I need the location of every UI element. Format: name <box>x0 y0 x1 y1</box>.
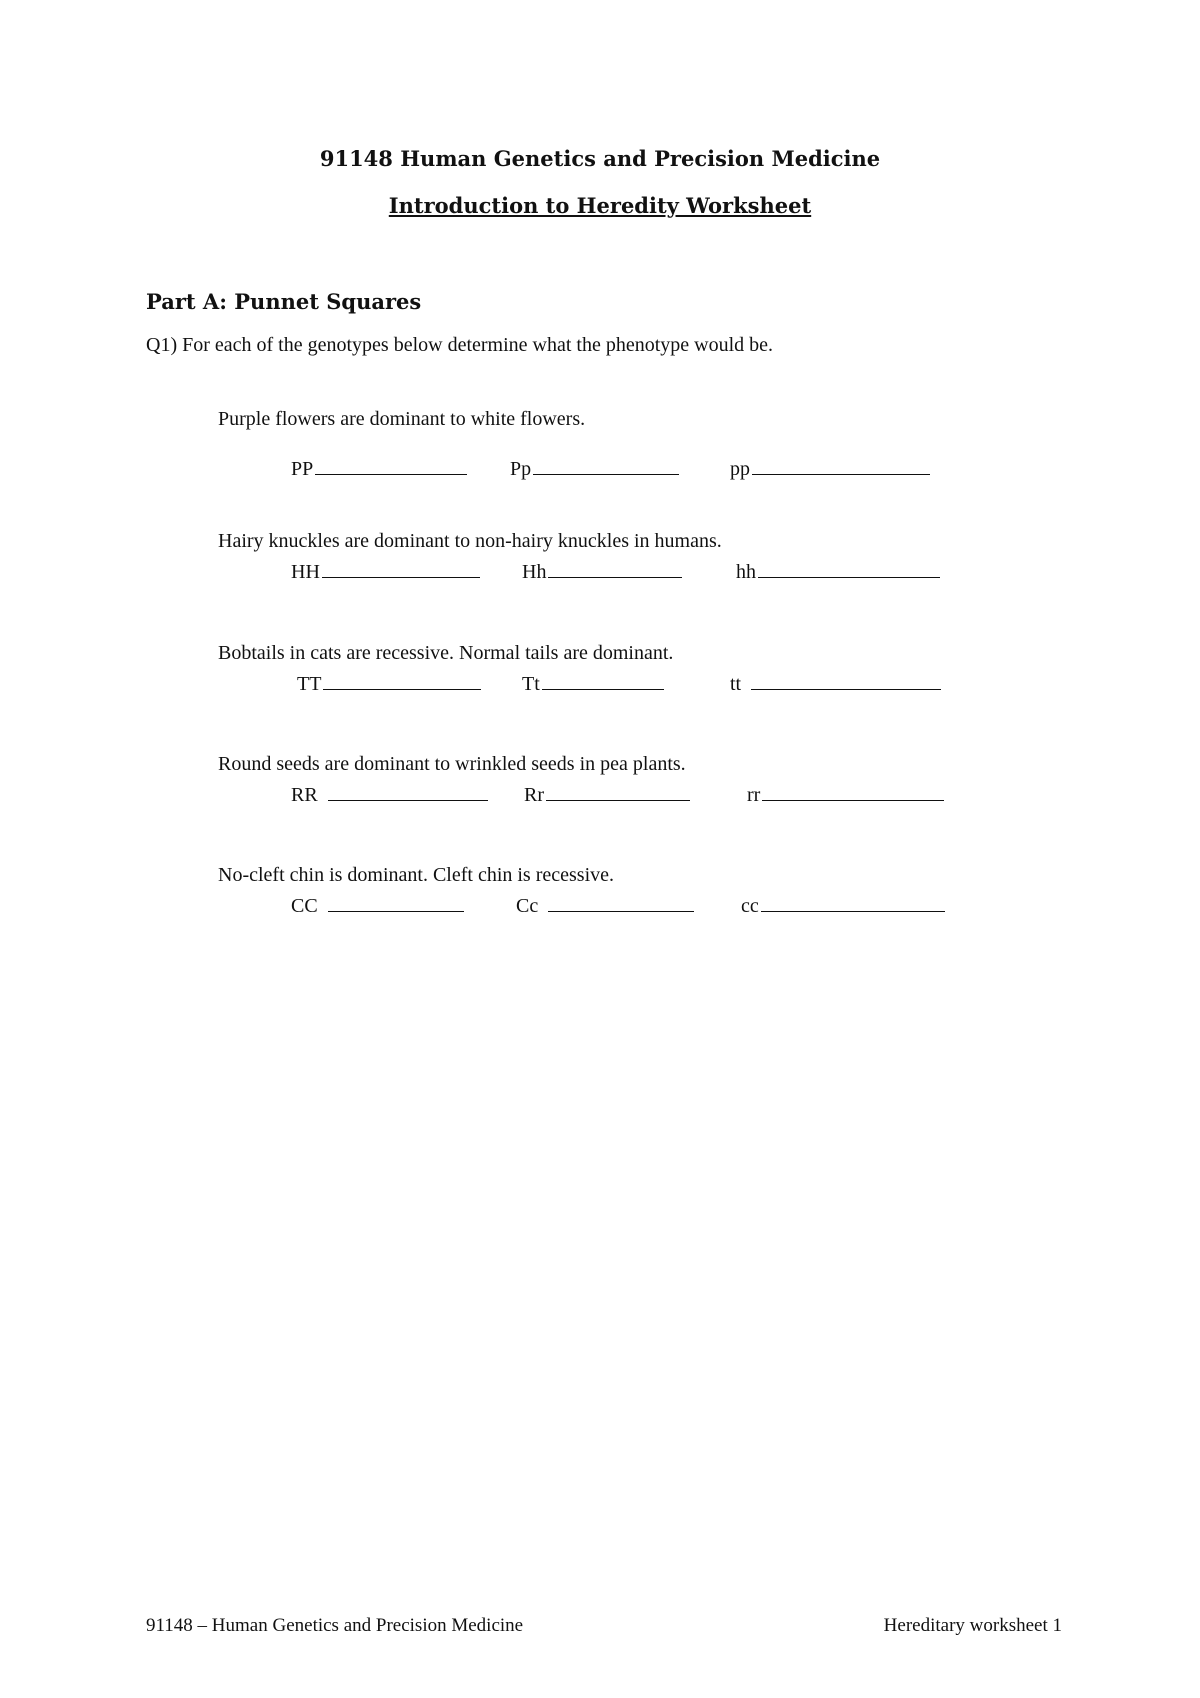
genotype-answer[interactable] <box>291 893 464 918</box>
genotype-label: Hh <box>522 561 547 583</box>
answer-blank[interactable] <box>322 559 480 578</box>
answer-blank[interactable] <box>323 671 481 690</box>
genotype-answer[interactable] <box>510 456 679 481</box>
answer-blank[interactable] <box>762 782 944 801</box>
answer-blank[interactable] <box>546 782 690 801</box>
genotype-answer[interactable] <box>741 893 945 918</box>
answer-blank[interactable] <box>328 893 464 912</box>
genotype-answer[interactable] <box>730 671 941 696</box>
genotype-answer[interactable] <box>297 671 481 696</box>
answer-blank[interactable] <box>758 559 940 578</box>
item-statement: Hairy knuckles are dominant to non-hairy knuckles in humans. <box>218 530 722 552</box>
answer-blank[interactable] <box>533 456 679 475</box>
genotype-label: pp <box>730 458 750 480</box>
genotype-label: hh <box>736 561 756 583</box>
answer-blank[interactable] <box>751 671 941 690</box>
genotype-label: Cc <box>516 895 539 917</box>
item-statement: No-cleft chin is dominant. Cleft chin is recessive. <box>218 864 615 886</box>
genotype-label: Pp <box>510 458 532 480</box>
document-subtitle: Introduction to Heredity Worksheet <box>388 193 812 218</box>
genotype-answer[interactable] <box>291 782 488 807</box>
genotype-label: HH <box>291 561 320 583</box>
item-statement: Bobtails in cats are recessive. Normal tails are dominant. <box>218 642 674 664</box>
answer-blank[interactable] <box>548 893 694 912</box>
genotype-label: rr <box>747 784 761 806</box>
footer-course: 91148 – Human Genetics and Precision Medicine <box>146 1615 524 1636</box>
genotype-answer[interactable] <box>736 559 940 584</box>
answer-blank[interactable] <box>542 671 664 690</box>
genotype-answer[interactable] <box>291 559 480 584</box>
genotype-answer[interactable] <box>516 893 694 918</box>
genotype-label: TT <box>297 673 322 695</box>
item-statement: Purple flowers are dominant to white flowers. <box>218 408 586 430</box>
genotype-answer[interactable] <box>291 456 467 481</box>
genotype-label: RR <box>291 784 318 806</box>
answer-blank[interactable] <box>761 893 945 912</box>
answer-blank[interactable] <box>315 456 467 475</box>
genotype-label: Rr <box>524 784 544 806</box>
genotype-label: cc <box>741 895 759 917</box>
genotype-label: CC <box>291 895 318 917</box>
part-heading: Part A: Punnet Squares <box>146 289 422 314</box>
answer-blank[interactable] <box>752 456 930 475</box>
answer-blank[interactable] <box>548 559 682 578</box>
genotype-answer[interactable] <box>522 559 682 584</box>
genotype-answer[interactable] <box>524 782 690 807</box>
genotype-answer[interactable] <box>747 782 944 807</box>
footer-page-label: Hereditary worksheet 1 <box>883 1615 1062 1636</box>
genotype-answer[interactable] <box>522 671 664 696</box>
genotype-label: PP <box>291 458 314 480</box>
genotype-label: tt <box>730 673 742 695</box>
genotype-answer[interactable] <box>730 456 930 481</box>
question-text: Q1) For each of the genotypes below determine what the phenotype would be. <box>146 334 774 356</box>
document-title: 91148 Human Genetics and Precision Medicine <box>319 146 881 171</box>
genotype-label: Tt <box>522 673 540 695</box>
answer-blank[interactable] <box>328 782 488 801</box>
item-statement: Round seeds are dominant to wrinkled seeds in pea plants. <box>218 753 686 775</box>
